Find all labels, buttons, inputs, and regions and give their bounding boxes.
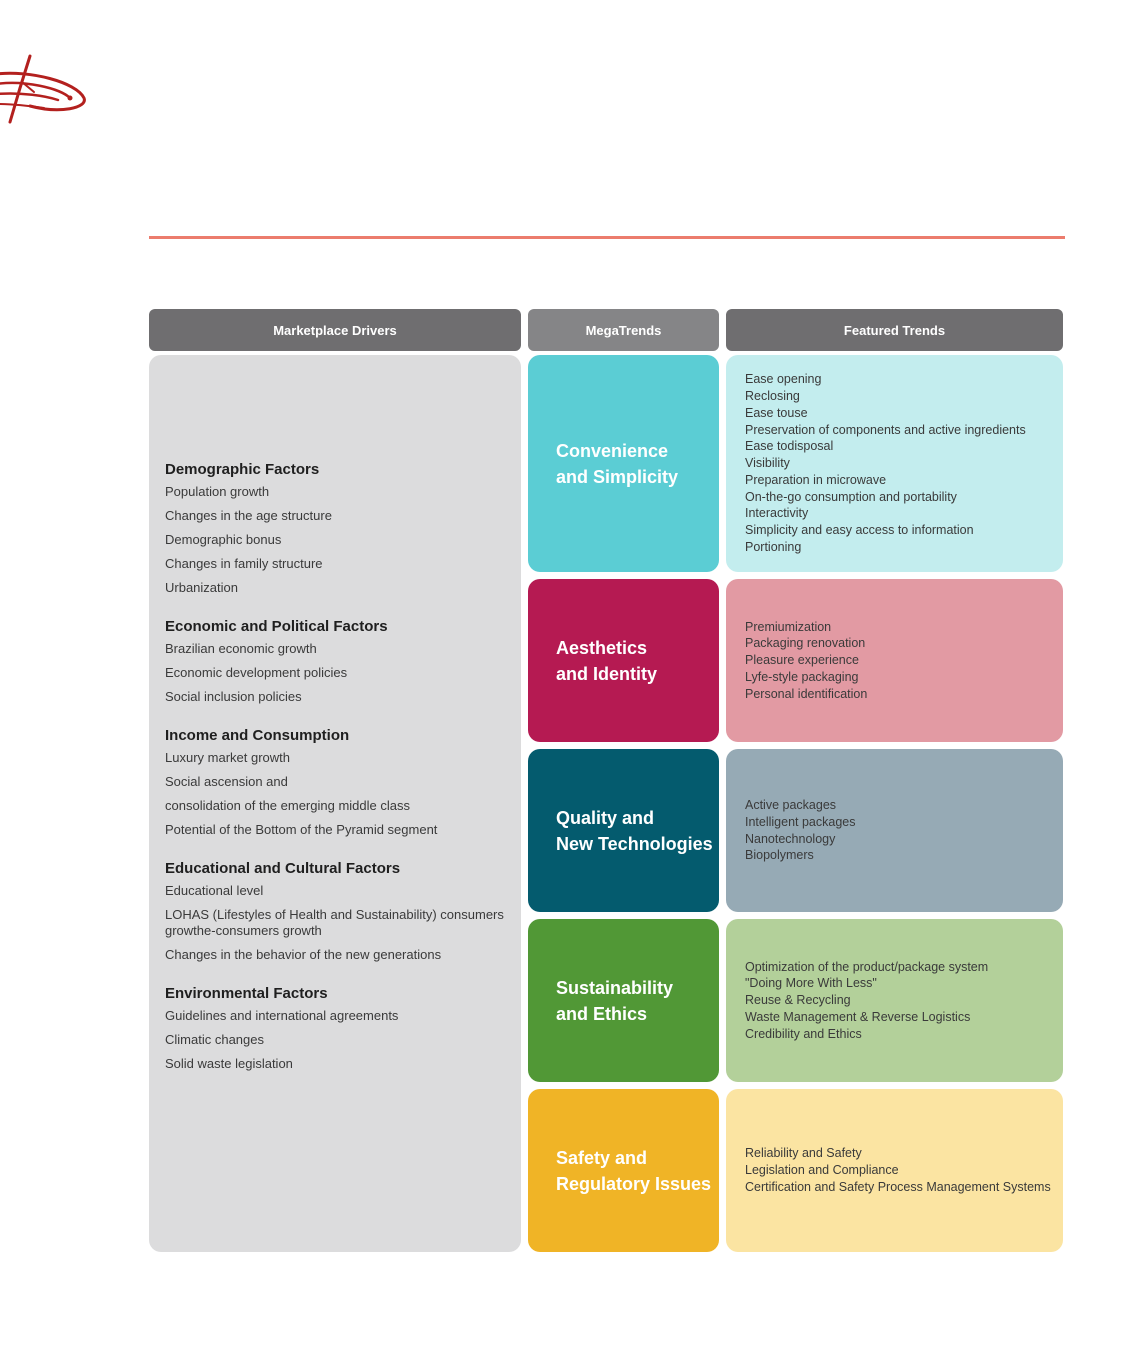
- featured-item: Optimization of the product/package system: [745, 959, 989, 974]
- featured-item: Ease todisposal: [745, 439, 834, 454]
- driver-item: Economic development policies: [165, 665, 348, 680]
- header-featured-trends: Featured Trends: [726, 309, 1063, 351]
- featured-aesthetics: [726, 579, 1063, 742]
- driver-item: Changes in family structure: [165, 556, 323, 571]
- driver-item: Guidelines and international agreements: [165, 1008, 399, 1023]
- driver-item: Potential of the Bottom of the Pyramid segment: [165, 822, 438, 837]
- featured-item: Certification and Safety Process Management Systems: [745, 1179, 1051, 1194]
- featured-item: Personal identification: [745, 686, 868, 701]
- featured-item: Portioning: [745, 540, 802, 555]
- megatrend-label: and Identity: [556, 663, 658, 684]
- header-megatrends: MegaTrends: [528, 309, 719, 351]
- header-marketplace-drivers: Marketplace Drivers: [149, 309, 521, 351]
- marketplace-drivers-panel: [149, 355, 521, 1252]
- megatrend-aesthetics: [528, 579, 719, 742]
- featured-item: Premiumization: [745, 619, 832, 634]
- megatrend-convenience: [528, 355, 719, 572]
- header-rule: [149, 236, 1065, 239]
- logo-icon: [0, 48, 90, 128]
- driver-item: Population growth: [165, 484, 270, 499]
- megatrend-label: and Ethics: [556, 1003, 648, 1024]
- featured-item: Lyfe-style packaging: [745, 669, 859, 684]
- driver-group-educational-cultural: [165, 860, 507, 963]
- driver-item: LOHAS (Lifestyles of Health and Sustainability) consumers growthe-consumers growth: [165, 907, 504, 938]
- driver-item: Brazilian economic growth: [165, 641, 317, 656]
- driver-group-income-consumption: [165, 727, 507, 838]
- featured-item: Credibility and Ethics: [745, 1026, 862, 1041]
- featured-item: Visibility: [745, 456, 790, 471]
- driver-item: Climatic changes: [165, 1032, 264, 1047]
- driver-item: Solid waste legislation: [165, 1056, 293, 1071]
- driver-group-title: Environmental Factors: [165, 985, 328, 1002]
- megatrend-label: and Simplicity: [556, 466, 679, 487]
- driver-group-title: Economic and Political Factors: [165, 618, 388, 635]
- featured-item: Ease touse: [745, 405, 808, 420]
- megatrend-label: Safety and: [556, 1147, 648, 1168]
- driver-group-economic-political: [165, 618, 507, 705]
- megatrend-quality: [528, 749, 719, 912]
- megatrend-label: Aesthetics: [556, 637, 648, 658]
- featured-item: Preservation of components and active ingredients: [745, 422, 1026, 437]
- driver-item: Demographic bonus: [165, 532, 282, 547]
- driver-item: consolidation of the emerging middle class: [165, 798, 410, 813]
- driver-item: Educational level: [165, 883, 264, 898]
- featured-safety: [726, 1089, 1063, 1252]
- featured-item: Biopolymers: [745, 848, 814, 863]
- driver-item: Social ascension and: [165, 774, 288, 789]
- featured-quality: [726, 749, 1063, 912]
- driver-group-title: Income and Consumption: [165, 727, 350, 744]
- megatrend-label: Regulatory Issues: [556, 1173, 712, 1194]
- featured-convenience: [726, 355, 1063, 572]
- megatrend-sustainability: [528, 919, 719, 1082]
- driver-item: Social inclusion policies: [165, 689, 302, 704]
- featured-item: Reuse & Recycling: [745, 993, 851, 1008]
- driver-group-title: Demographic Factors: [165, 461, 320, 478]
- featured-item: Simplicity and easy access to information: [745, 523, 974, 538]
- driver-item: Urbanization: [165, 580, 238, 595]
- featured-item: Pleasure experience: [745, 653, 859, 668]
- driver-item: Changes in the behavior of the new generations: [165, 947, 442, 962]
- megatrend-label: New Technologies: [556, 833, 713, 854]
- featured-item: Legislation and Compliance: [745, 1163, 899, 1178]
- featured-item: Reclosing: [745, 388, 800, 403]
- featured-item: Packaging renovation: [745, 636, 866, 651]
- driver-item: Luxury market growth: [165, 750, 290, 765]
- megatrend-label: Sustainability: [556, 977, 674, 998]
- featured-item: Preparation in microwave: [745, 472, 887, 487]
- driver-item: Changes in the age structure: [165, 508, 332, 523]
- featured-sustainability: [726, 919, 1063, 1082]
- featured-item: Ease opening: [745, 372, 822, 387]
- featured-item: Nanotechnology: [745, 831, 836, 846]
- megatrend-label: Quality and: [556, 807, 655, 828]
- featured-item: "Doing More With Less": [745, 976, 877, 991]
- featured-item: Interactivity: [745, 506, 809, 521]
- featured-item: Reliability and Safety: [745, 1146, 862, 1161]
- featured-item: Waste Management & Reverse Logistics: [745, 1009, 971, 1024]
- featured-item: Active packages: [745, 797, 837, 812]
- megatrend-safety: [528, 1089, 719, 1252]
- featured-item: Intelligent packages: [745, 814, 856, 829]
- megatrend-label: Convenience: [556, 440, 669, 461]
- driver-group-environmental: [165, 985, 507, 1072]
- driver-group-title: Educational and Cultural Factors: [165, 860, 401, 877]
- driver-group-demographic: [165, 461, 507, 596]
- featured-item: On-the-go consumption and portability: [745, 489, 957, 504]
